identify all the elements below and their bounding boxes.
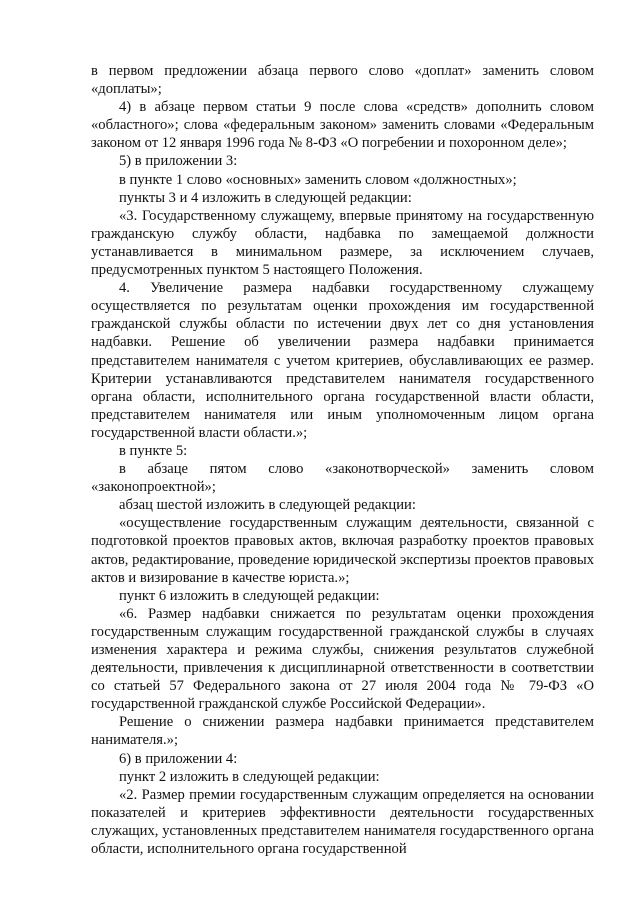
- paragraph-5: пункты 3 и 4 изложить в следующей редакции:: [119, 189, 412, 206]
- paragraph-9: в абзаце пятом слово «законотворческой» заменить словом «законопроектной»;: [91, 461, 594, 496]
- paragraph-1: в первом предложении абзаца первого слово «доплат» заменить словом «доплаты»;: [91, 63, 594, 98]
- paragraph-14: Решение о снижении размера надбавки принимается представителем нанимателя.»;: [91, 714, 594, 749]
- document-body: [91, 62, 594, 858]
- paragraph-7: 4. Увеличение размера надбавки государственному служащему осуществляется по результатам оценки прохождения им государственной гражданской службы области по истечении двух лет со дня установления надбавки. Решение об увеличении размера надбавки принимается представителем нанимателя с учетом критериев, обуславливающих ее размер. Критерии устанавливаются представителем нанимателя государственного органа области, исполнительного органа государственной власти области, представителем нанимателя или иным уполномоченным лицом органа государственной власти области.»;: [91, 280, 594, 441]
- paragraph-2: 4) в абзаце первом статьи 9 после слова «средств» дополнить словом «областного»; слова «федеральным законом» заменить словами «Федеральным законом от 12 января 1996 года № 8-ФЗ «О погребении и похоронном деле»;: [91, 99, 594, 152]
- paragraph-6: «3. Государственному служащему, впервые принятому на государственную гражданскую службу области, надбавка по замещаемой должности устанавливается в минимальном размере, за исключением случаев, предусмотренных пунктом 5 настоящего Положения.: [91, 207, 594, 279]
- paragraph-15: 6) в приложении 4:: [119, 750, 238, 767]
- paragraph-12: пункт 6 изложить в следующей редакции:: [119, 587, 380, 604]
- paragraph-13: «6. Размер надбавки снижается по результатам оценки прохождения государственным служащим государственной гражданской службы в случаях изменения характера и режима службы, снижения результатов служебной деятельности, привлечения к дисциплинарной ответственности в соответствии со статьей 57 Федерального закона от 27 июля 2004 года № 79-ФЗ «О государственной гражданской службе Российской Федерации».: [91, 605, 594, 713]
- paragraph-3: 5) в приложении 3:: [119, 153, 238, 170]
- paragraph-16: пункт 2 изложить в следующей редакции:: [119, 768, 380, 785]
- paragraph-4: в пункте 1 слово «основных» заменить словом «должностных»;: [119, 171, 517, 188]
- paragraph-8: в пункте 5:: [119, 442, 188, 459]
- paragraph-11: «осуществление государственным служащим деятельности, связанной с подготовкой проектов правовых актов, включая разработку проектов правовых актов, редактирование, проведение юридической экспертизы проектов правовых актов и визирование в качестве юриста.»;: [91, 515, 594, 586]
- paragraph-17: «2. Размер премии государственным служащим определяется на основании показателей и критериев эффективности деятельности государственных служащих, установленных представителем нанимателя государственного органа области, исполнительного органа государственной: [91, 786, 594, 858]
- paragraph-10: абзац шестой изложить в следующей редакции:: [119, 497, 416, 514]
